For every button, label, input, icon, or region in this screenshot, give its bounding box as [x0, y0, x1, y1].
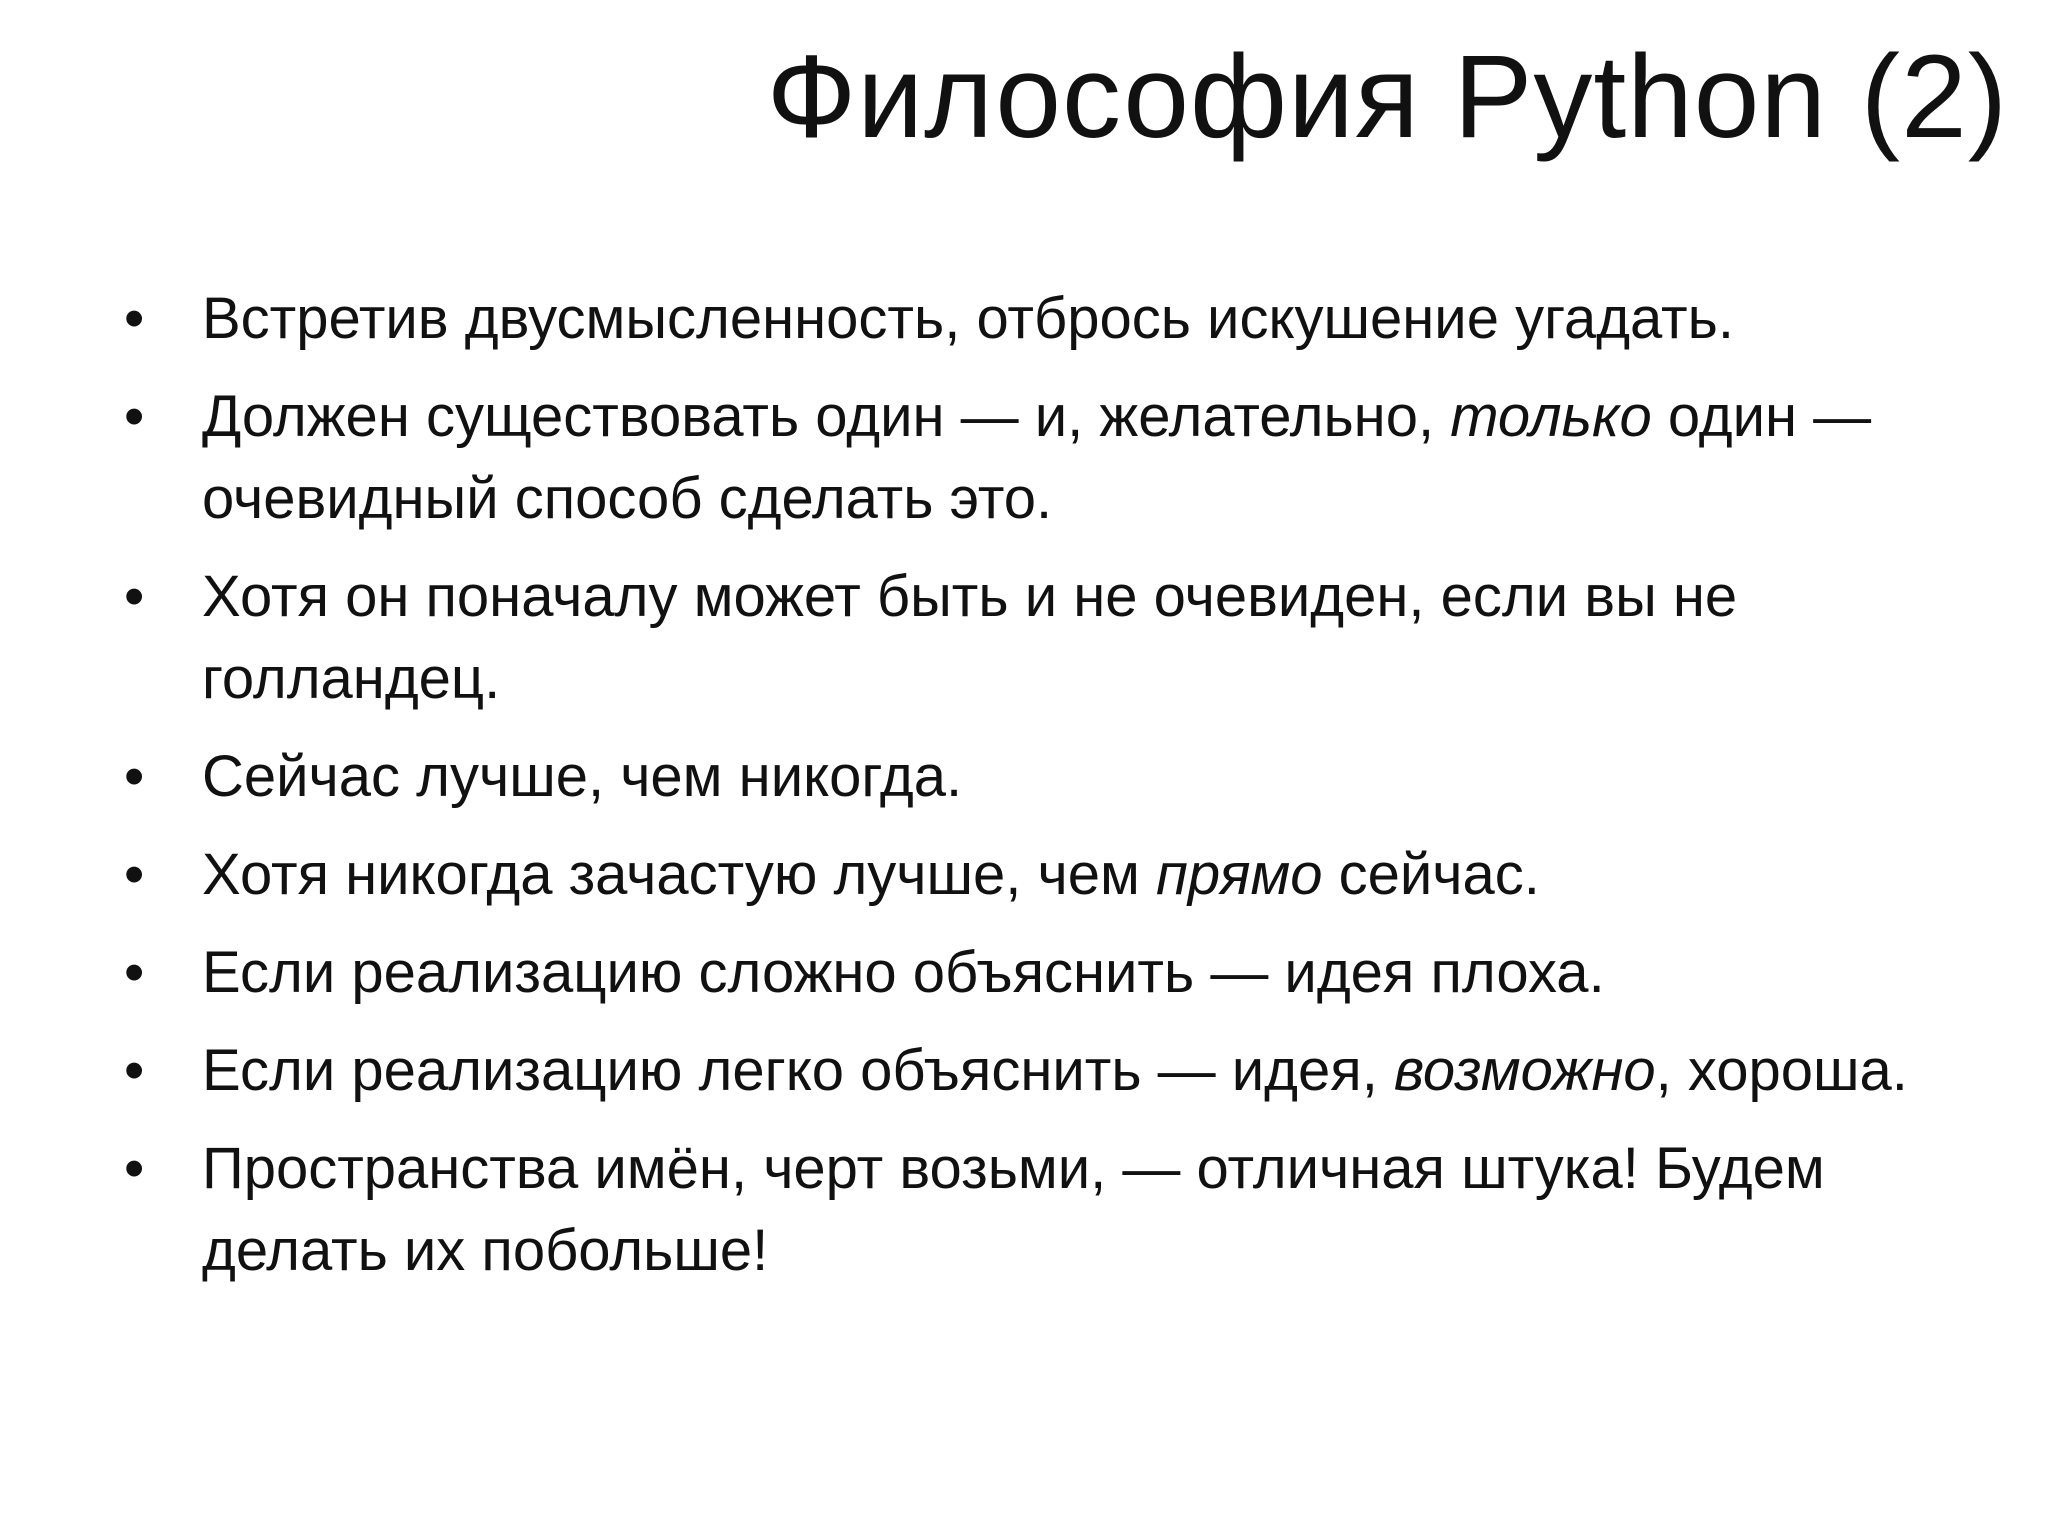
bullet-text — [202, 1136, 1825, 1283]
text-segment: сейчас. — [1322, 842, 1540, 907]
bullet-item — [118, 834, 1938, 916]
bullet-item — [118, 932, 1938, 1014]
bullet-point-icon: • — [124, 744, 145, 809]
bullet-point-icon: • — [124, 940, 145, 1005]
bullet-text — [202, 286, 1734, 351]
bullet-item — [118, 1030, 1938, 1112]
bullet-text — [202, 1038, 1908, 1103]
emphasis-text: возможно — [1393, 1038, 1656, 1103]
bullet-text — [202, 744, 962, 809]
text-segment: Хотя никогда зачастую лучше, чем — [202, 842, 1156, 907]
bullet-text — [202, 384, 1871, 531]
slide-title: Философия Python (2) — [766, 31, 2008, 163]
bullet-text — [202, 564, 1737, 711]
text-segment: Должен существовать один — и, желательно, — [202, 384, 1451, 449]
bullet-point-icon: • — [124, 1038, 145, 1103]
text-segment: Встретив двусмысленность, отбрось искушение угадать. — [202, 286, 1734, 351]
bullet-point-icon: • — [124, 286, 145, 351]
bullet-item — [118, 1128, 1938, 1292]
text-segment: Если реализацию сложно объяснить — идея плоха. — [202, 940, 1605, 1005]
bullet-item — [118, 278, 1938, 360]
bullet-list — [118, 278, 1938, 1308]
text-segment: , хороша. — [1655, 1038, 1908, 1103]
bullet-point-icon: • — [124, 384, 145, 449]
text-segment: Пространства имён, черт возьми, — отличная штука! Будем делать их побольше! — [202, 1136, 1825, 1283]
emphasis-text: прямо — [1156, 842, 1323, 907]
bullet-item — [118, 736, 1938, 818]
bullet-text — [202, 842, 1540, 907]
bullet-text — [202, 940, 1605, 1005]
text-segment: Хотя он поначалу может быть и не очевиден, если вы не голландец. — [202, 564, 1738, 711]
text-segment: Сейчас лучше, чем никогда. — [202, 744, 963, 809]
bullet-item — [118, 376, 1938, 540]
bullet-point-icon: • — [124, 842, 145, 907]
bullet-item — [118, 556, 1938, 720]
bullet-point-icon: • — [124, 1136, 145, 1201]
text-segment: один — очевидный способ сделать это. — [202, 384, 1872, 531]
emphasis-text: только — [1450, 384, 1652, 449]
text-segment: Если реализацию легко объяснить — идея, — [202, 1038, 1394, 1103]
bullet-point-icon: • — [124, 564, 145, 629]
